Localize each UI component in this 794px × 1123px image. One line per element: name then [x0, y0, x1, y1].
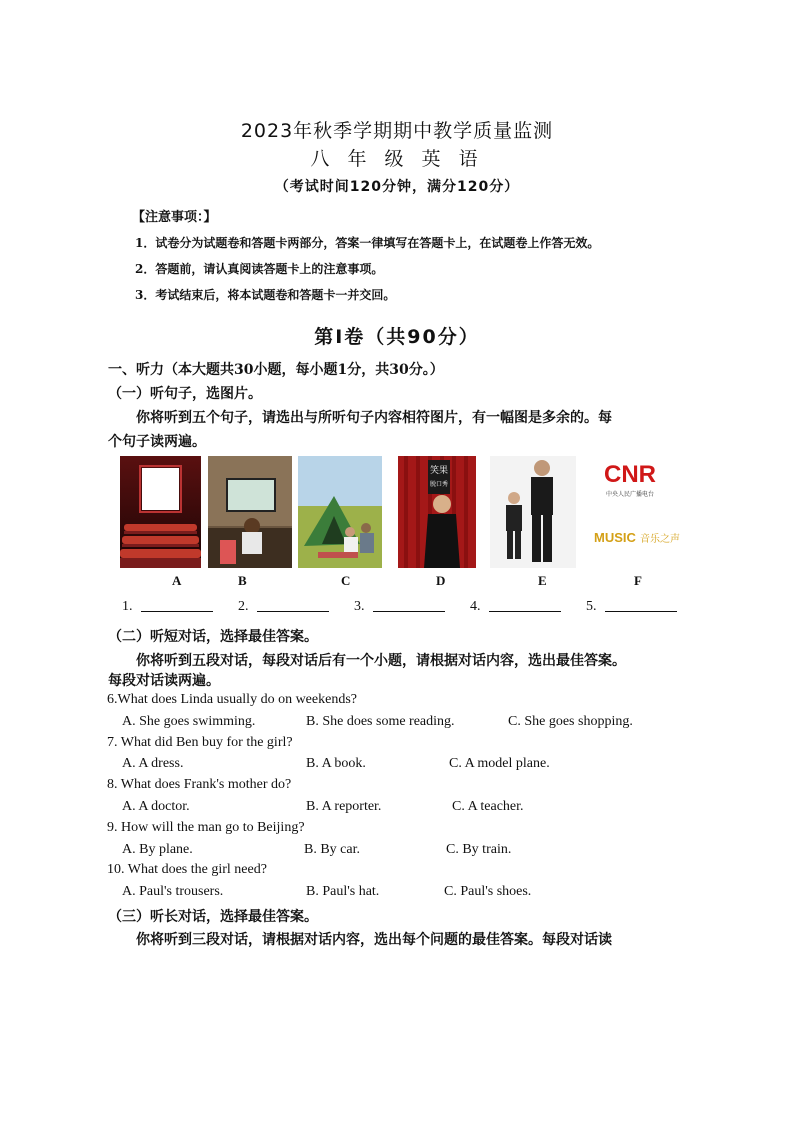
question-text: 6.What does Linda usually do on weekends? — [107, 692, 357, 707]
answer-blank[interactable]: 1. — [122, 597, 213, 615]
sub1-instruction: 你将听到五个句子，请选出与所听句子内容相符图片，有一幅图是多余的。每 — [136, 410, 612, 426]
option-c: C. A teacher. — [452, 799, 524, 814]
stage-sign-text: 脱口秀 — [429, 481, 449, 488]
sub2-instruction: 每段对话读两遍。 — [108, 673, 220, 689]
sub1-instruction: 个句子读两遍。 — [108, 434, 206, 450]
question-text: 9. How will the man go to Beijing? — [107, 820, 305, 835]
option-a: A. By plane. — [122, 842, 193, 857]
picture-label: D — [436, 573, 446, 588]
radio-logo-icon — [590, 456, 680, 568]
option-a: A. A dress. — [122, 756, 184, 771]
answer-blank[interactable]: 2. — [238, 597, 329, 615]
cnr-logo-text: CNR — [604, 461, 656, 488]
picture-label: C — [341, 573, 351, 588]
cnr-sub-text: 中央人民广播电台 — [605, 491, 655, 498]
tall-men-icon — [490, 456, 576, 568]
option-c: C. By train. — [446, 842, 512, 857]
music-logo-text: MUSIC — [594, 530, 636, 545]
exam-title: 2023年秋季学期期中教学质量监测 — [240, 120, 554, 142]
option-c: C. Paul's shoes. — [444, 884, 532, 899]
sub3-instruction: 你将听到三段对话，请根据对话内容，选出每个问题的最佳答案。每段对话读 — [136, 932, 612, 948]
sub3-heading: （三）听长对话，选择最佳答案。 — [108, 909, 318, 925]
notice-item: 1．试卷分为试题卷和答题卡两部分，答案一律填写在答题卡上，在试题卷上作答无效。 — [135, 236, 600, 250]
answer-blank[interactable]: 4. — [470, 597, 561, 615]
sub2-instruction: 你将听到五段对话，每段对话后有一个小题，请根据对话内容，选出最佳答案。 — [136, 653, 626, 669]
section-title: 第Ⅰ卷（共90分） — [314, 326, 480, 348]
notice-heading: 【注意事项：】 — [132, 210, 217, 225]
question-text: 7. What did Ben buy for the girl? — [107, 735, 293, 750]
option-a: A. A doctor. — [122, 799, 190, 814]
option-b: B. A reporter. — [306, 799, 382, 814]
picture-label: E — [538, 573, 547, 588]
option-c: C. A model plane. — [449, 756, 550, 771]
part1-heading: 一、听力（本大题共30小题，每小题1分，共30分。） — [108, 362, 444, 378]
option-b: B. A book. — [306, 756, 366, 771]
option-b: B. Paul's hat. — [306, 884, 380, 899]
picnic-tent-icon — [298, 456, 382, 568]
notice-item: 3．考试结束后，将本试题卷和答题卡一并交回。 — [135, 288, 396, 302]
stage-show-icon — [398, 456, 476, 568]
notice-item: 2．答题前，请认真阅读答题卡上的注意事项。 — [135, 262, 384, 276]
option-c: C. She goes shopping. — [508, 714, 633, 729]
question-text: 10. What does the girl need? — [107, 862, 267, 877]
option-b: B. She does some reading. — [306, 714, 455, 729]
sub1-heading: （一）听句子，选图片。 — [108, 386, 262, 402]
answer-blank[interactable]: 3. — [354, 597, 445, 615]
exam-subtitle: 八 年 级 英 语 — [310, 148, 484, 170]
cinema-icon — [120, 456, 201, 568]
sub2-heading: （二）听短对话，选择最佳答案。 — [108, 629, 318, 645]
option-a: A. She goes swimming. — [122, 714, 256, 729]
tv-watching-icon — [208, 456, 292, 568]
picture-label: B — [238, 573, 247, 588]
stage-sign-text: 笑果 — [429, 466, 449, 476]
picture-label: A — [172, 573, 182, 588]
exam-info: （考试时间120分钟，满分120分） — [274, 179, 520, 195]
option-a: A. Paul's trousers. — [122, 884, 224, 899]
question-text: 8. What does Frank's mother do? — [107, 777, 292, 792]
picture-label: F — [634, 573, 642, 588]
answer-blank[interactable]: 5. — [586, 597, 677, 615]
option-b: B. By car. — [304, 842, 360, 857]
music-cn-text: 音乐之声 — [640, 534, 680, 545]
